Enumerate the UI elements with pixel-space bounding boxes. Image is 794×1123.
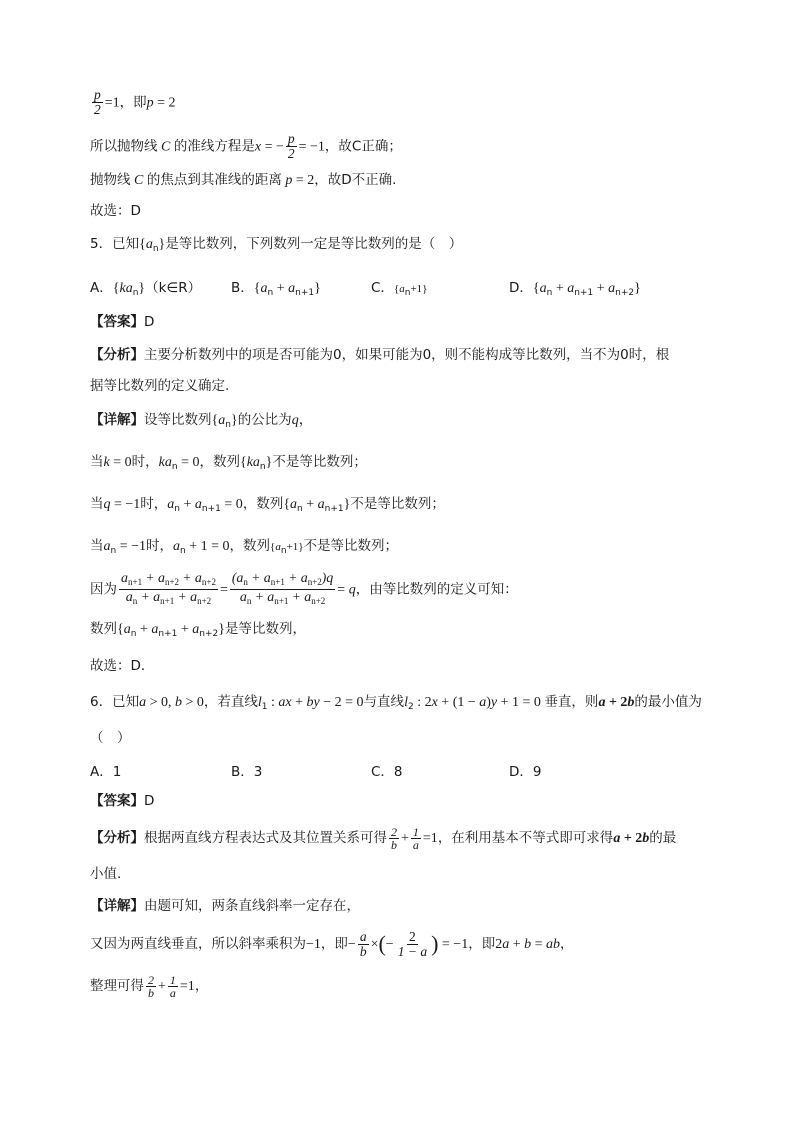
- text: 5．已知: [90, 236, 140, 252]
- text: 的公比为: [237, 412, 292, 428]
- text: ，由等比数列的定义可知：: [355, 581, 518, 598]
- solution-line-1: $\frac{p}{2}$ =1，即p = 2: [94, 87, 176, 117]
- answer-5: [90, 312, 154, 332]
- option-label: D．: [509, 280, 533, 296]
- text: 时，: [140, 496, 168, 512]
- analysis-tag: 【分析】: [90, 830, 144, 846]
- text: 数列: [90, 621, 117, 637]
- text: ，即: [320, 936, 348, 952]
- text: 与直线: [363, 694, 405, 710]
- text: 不是等比数列；: [303, 538, 399, 554]
- text: ，数列: [242, 496, 284, 512]
- fraction-1-over-a: $\frac{1}{a}$: [412, 824, 419, 852]
- solution-line-3: 抛物线 C 的焦点到其准线的距离 p = 2，故D不正确.: [90, 172, 397, 188]
- option-b: B．3: [231, 764, 263, 780]
- text: 6．已知: [90, 694, 140, 710]
- option-label: C．: [371, 280, 394, 296]
- text: 垂直，则: [544, 694, 599, 710]
- text: 的最小值为: [634, 694, 702, 710]
- text: （k∈R）: [145, 280, 202, 296]
- analysis-5-line-1: [90, 345, 669, 365]
- text: 所以抛物线: [90, 138, 158, 155]
- fraction-2-over-b: $\frac{2}{b}$: [148, 972, 154, 1000]
- answer-tag: 【答案】: [90, 793, 144, 809]
- option-a: A．$\{ka_n\}(k\in R)$: [90, 280, 202, 298]
- option-a: A．1: [90, 764, 122, 780]
- option-d: D．9: [509, 764, 542, 780]
- detail-5-case-4: 因为 $\frac{a_{n+1} + a_{n+2} + a_{n+2}}{a_n + a_{n+1} + a_{n+2}}$ = $\frac{(a_n + a_{n+1} + a_{n+2})q}{a_n + a_{n+1} + a_{n+2}}$ = q，由等比数列的定义可知：: [90, 570, 518, 606]
- answer-value: D: [144, 314, 155, 330]
- answer-value: D: [144, 793, 155, 809]
- text: ，数列: [229, 538, 271, 554]
- analysis-5-line-2: 据等比数列的定义确定.: [90, 378, 230, 394]
- option-c: C．$\{a_n+1\}$: [371, 280, 428, 298]
- text: 整理可得: [90, 978, 144, 994]
- option-b: B．$\{a_n + a_{n+1}\}$: [231, 280, 321, 298]
- detail-5-case-3: 当$a_n = -1$时，$a_n + 1 = 0$，数列$\{a_n+1\}$不是等比数列；: [90, 538, 399, 556]
- detail-5-case-2: 当q = −1时，$a_n + a_{n+1} = 0$，数列$\{a_n + a_{n+1}\}$不是等比数列；: [90, 496, 445, 514]
- detail-tag: 【详解】: [90, 898, 144, 914]
- analysis-6-line-1: 【分析】根据两直线方程表达式及其位置关系可得 $\frac{2}{b}$ + $\frac{1}{a}$ =1，在利用基本不等式即可求得a + 2b的最: [90, 824, 677, 852]
- text: ，故D不正确.: [314, 172, 397, 188]
- text: 又因为两直线垂直，所以斜率乘积为: [90, 936, 306, 952]
- fraction-ratio-q: $\frac{(a_n + a_{n+1} + a_{n+2})q}{a_n + a_{n+1} + a_{n+2}}$: [231, 570, 334, 606]
- text: 根据两直线方程表达式及其位置关系可得: [144, 830, 387, 846]
- fraction-2-over-b: $\frac{2}{b}$: [391, 824, 397, 852]
- fraction-1-over-a: $\frac{1}{a}$: [169, 972, 176, 1000]
- text: 当: [90, 538, 104, 554]
- answer-tag: 【答案】: [90, 314, 144, 330]
- text: ，: [194, 978, 209, 994]
- text: 设等比数列: [144, 412, 212, 428]
- detail-6-line-1: [90, 896, 360, 916]
- fraction-ratio: $\frac{a_{n+1} + a_{n+2} + a_{n+2}}{a_n + a_{n+1} + a_{n+2}}$: [121, 570, 216, 606]
- text: 抛物线: [90, 172, 131, 188]
- analysis-tag: 【分析】: [90, 347, 144, 363]
- question-6-stem: 6．已知a > 0, b > 0，若直线$l_1$ : ax + by − 2 = 0与直线$l_2$ : 2x + (1 − a)y + 1 = 0 垂直，则a + 2b的最小值为: [90, 694, 702, 712]
- text: ，即: [468, 936, 496, 952]
- text: 时，: [131, 454, 159, 470]
- detail-5-conclusion: 数列$\{a_n + a_{n+1} + a_{n+2}\}$是等比数列，: [90, 621, 306, 639]
- text: ，故C正确；: [324, 138, 402, 155]
- detail-6-final: 整理可得 $\frac{2}{b}$ + $\frac{1}{a}$ =1，: [90, 972, 209, 1000]
- text: ，在利用基本不等式即可求得: [437, 830, 614, 846]
- detail-6-perpendicular: 又因为两直线垂直，所以斜率乘积为−1，即− $\frac{a}{b}$ ×(− $\frac{2}{1 - a}$ ) = −1，即2a + b = ab，: [90, 928, 574, 959]
- text: 是等比数列，: [224, 621, 306, 637]
- text: 的最: [649, 830, 677, 846]
- fraction-2-over-1-minus-a: $\frac{2}{1 - a}$: [397, 928, 428, 959]
- detail-5-case-1: 当k = 0时，$ka_n = 0$，数列$\{ka_n\}$不是等比数列；: [90, 454, 367, 472]
- text: 当: [90, 454, 104, 470]
- option-d: D．$\{a_n + a_{n+1} + a_{n+2}\}$: [509, 280, 641, 298]
- text: 主要分析数列中的项是否可能为0，如果可能为0，则不能构成等比数列，当不为0时，根: [144, 347, 670, 363]
- text: 不是等比数列；: [350, 496, 445, 512]
- option-c: C．8: [371, 764, 403, 780]
- answer-6: [90, 791, 154, 811]
- fraction-p-over-2: $\frac{p}{2}$: [94, 87, 101, 117]
- option-label: B．: [231, 280, 254, 296]
- text: 的焦点到其准线的距离: [146, 172, 282, 188]
- detail-tag: 【详解】: [90, 412, 144, 428]
- choose-5: 故选：D．: [90, 658, 155, 674]
- text: 由题可知，两条直线斜率一定存在，: [144, 898, 360, 914]
- analysis-6-line-2: 小值.: [90, 866, 122, 882]
- text: 时，: [146, 538, 174, 554]
- text: 的准线方程是: [173, 138, 255, 155]
- text: 当: [90, 496, 104, 512]
- text: ，若直线: [203, 694, 258, 710]
- text: 因为: [90, 581, 117, 598]
- fraction-p-over-2: $\frac{p}{2}$: [287, 131, 295, 161]
- text: ，: [560, 936, 574, 952]
- solution-line-2: 所以抛物线 C 的准线方程是x = − $\frac{p}{2}$ = −1，故C正确；: [90, 131, 402, 161]
- fraction-a-over-b: $\frac{a}{b}$: [359, 928, 367, 959]
- detail-5-line-1: 【详解】设等比数列$\{a_n\}$的公比为q，: [90, 412, 313, 430]
- question-5-stem: 5．已知$\{a_n\}$是等比数列，下列数列一定是等比数列的是（ ）: [90, 236, 463, 254]
- question-6-paren: （ ）: [90, 730, 131, 746]
- text: ，即: [119, 94, 147, 111]
- choose-line: 故选：D: [90, 203, 141, 219]
- text: 是等比数列，下列数列一定是等比数列的是（ ）: [165, 236, 463, 252]
- text: ，数列: [199, 454, 240, 470]
- option-label: A．: [90, 280, 113, 296]
- text: 不是等比数列；: [272, 454, 367, 470]
